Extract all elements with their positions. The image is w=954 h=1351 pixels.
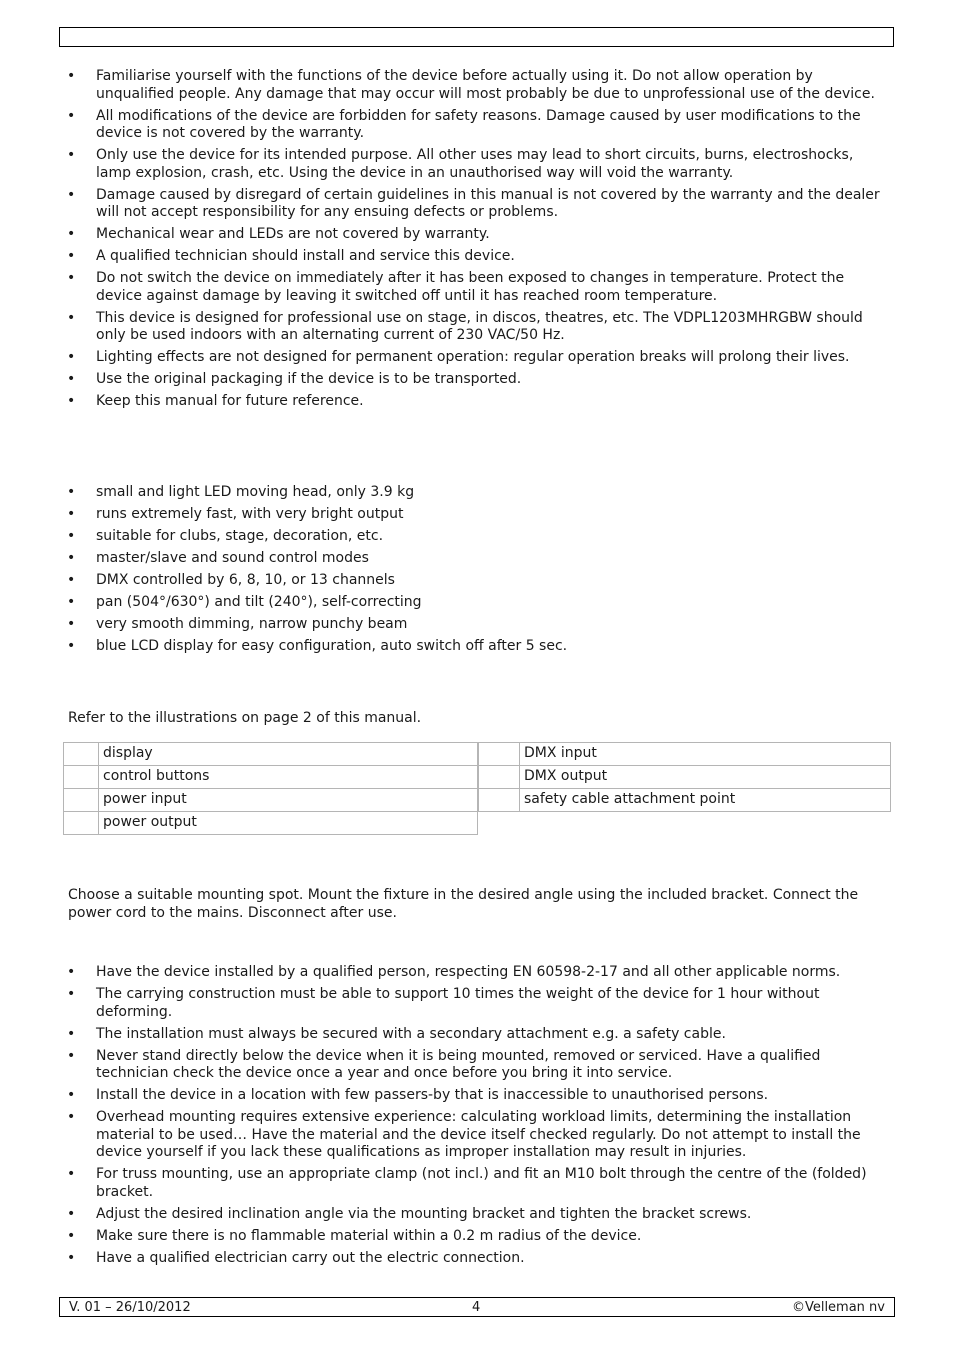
list-item: • Only use the device for its intended purpose. All other uses may lead to short circuits, burns, electroshocks, lamp explosion, crash, etc. Using the device in an unauthorised way will void the warranty. xyxy=(0,147,954,182)
list-item: • Lighting effects are not designed for permanent operation: regular operation breaks will prolong their lives. xyxy=(0,349,954,367)
part-label: power output xyxy=(99,812,478,835)
part-label: safety cable attachment point xyxy=(520,789,891,812)
list-item: • master/slave and sound control modes xyxy=(0,550,954,568)
part-label: DMX output xyxy=(520,766,891,789)
parts-table-left xyxy=(63,742,478,835)
list-item: • very smooth dimming, narrow punchy beam xyxy=(0,616,954,634)
list-item: • Familiarise yourself with the functions of the device before actually using it. Do not allow operation by unqualified people. Any damage that may occur will most probably be due to unprofessional use of the device. xyxy=(0,68,954,103)
list-item: • blue LCD display for easy configuration, auto switch off after 5 sec. xyxy=(0,638,954,656)
list-item: • Make sure there is no flammable material within a 0.2 m radius of the device. xyxy=(0,1228,954,1246)
list-item: • small and light LED moving head, only 3.9 kg xyxy=(0,484,954,502)
page-footer xyxy=(59,1297,895,1317)
table-row xyxy=(479,789,891,812)
footer-page-number: 4 xyxy=(472,1300,481,1315)
part-label: power input xyxy=(99,789,478,812)
list-item: • Never stand directly below the device when it is being mounted, removed or serviced. Have a qualified technician check the device once a year and once before you bring it into service. xyxy=(0,1048,954,1083)
list-item: • suitable for clubs, stage, decoration, etc. xyxy=(0,528,954,546)
table-row xyxy=(64,812,478,835)
list-item: • This device is designed for professional use on stage, in discos, theatres, etc. The VDPL1203MHRGBW should only be used indoors with an alternating current of 230 VAC/50 Hz. xyxy=(0,310,954,345)
safety-guidelines-list xyxy=(0,68,954,415)
operation-text: Choose a suitable mounting spot. Mount the fixture in the desired angle using the included bracket. Connect the power cord to the mains. Disconnect after use. xyxy=(68,887,859,921)
list-item: • Damage caused by disregard of certain guidelines in this manual is not covered by the warranty and the dealer will not accept responsibility for any ensuing defects or problems. xyxy=(0,187,954,222)
list-item: • Have a qualified electrician carry out the electric connection. xyxy=(0,1250,954,1268)
overview-intro: Refer to the illustrations on page 2 of this manual. xyxy=(68,710,422,726)
list-item: • Mechanical wear and LEDs are not covered by warranty. xyxy=(0,226,954,244)
list-item: • The carrying construction must be able to support 10 times the weight of the device for 1 hour without deforming. xyxy=(0,986,954,1021)
features-list xyxy=(0,484,954,660)
list-item: • DMX controlled by 6, 8, 10, or 13 channels xyxy=(0,572,954,590)
list-item: • Overhead mounting requires extensive experience: calculating workload limits, determining the installation material to be used… Have the material and the device itself checked regularly. Do not attempt to install the device yourself if you lack these qualifications as improper installation may result in injuries. xyxy=(0,1109,954,1162)
part-label: DMX input xyxy=(520,743,891,766)
list-item: • Install the device in a location with few passers-by that is inaccessible to unauthorised persons. xyxy=(0,1087,954,1105)
table-row xyxy=(64,743,478,766)
part-label: control buttons xyxy=(99,766,478,789)
part-label: display xyxy=(99,743,478,766)
list-item: • pan (504°/630°) and tilt (240°), self-correcting xyxy=(0,594,954,612)
list-item: • Use the original packaging if the device is to be transported. xyxy=(0,371,954,389)
list-item: • A qualified technician should install and service this device. xyxy=(0,248,954,266)
header-box xyxy=(59,27,894,47)
list-item: • runs extremely fast, with very bright output xyxy=(0,506,954,524)
list-item: • Have the device installed by a qualified person, respecting EN 60598-2-17 and all other applicable norms. xyxy=(0,964,954,982)
table-row xyxy=(64,766,478,789)
installation-list xyxy=(0,964,954,1272)
table-row xyxy=(479,743,891,766)
list-item: • For truss mounting, use an appropriate clamp (not incl.) and fit an M10 bolt through the centre of the (folded) bracket. xyxy=(0,1166,954,1201)
table-row xyxy=(479,766,891,789)
table-row xyxy=(64,789,478,812)
parts-table-right xyxy=(478,742,891,812)
list-item: • Adjust the desired inclination angle via the mounting bracket and tighten the bracket screws. xyxy=(0,1206,954,1224)
list-item: • All modifications of the device are forbidden for safety reasons. Damage caused by user modifications to the device is not covered by the warranty. xyxy=(0,108,954,143)
footer-version: V. 01 – 26/10/2012 xyxy=(69,1300,191,1315)
list-item: • Keep this manual for future reference. xyxy=(0,393,954,411)
list-item: • Do not switch the device on immediately after it has been exposed to changes in temperature. Protect the device against damage by leaving it switched off until it has reached room temperature. xyxy=(0,270,954,305)
footer-copyright: ©Velleman nv xyxy=(791,1300,885,1315)
list-item: • The installation must always be secured with a secondary attachment e.g. a safety cable. xyxy=(0,1026,954,1044)
